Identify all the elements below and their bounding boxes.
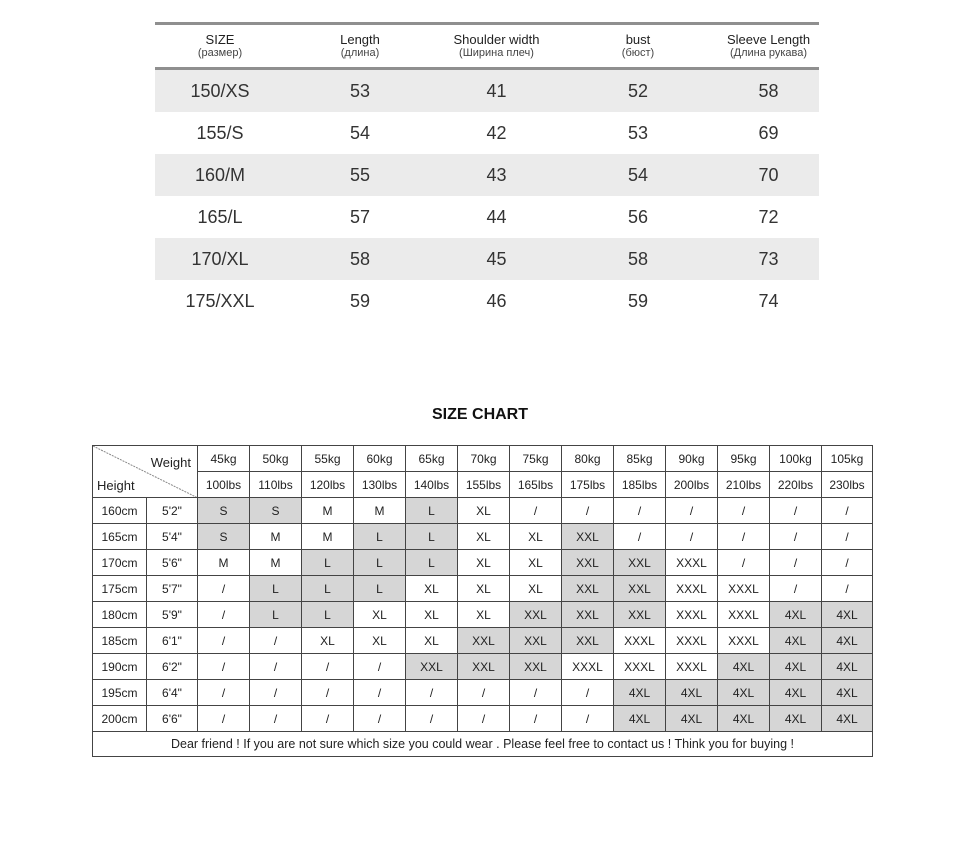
size-cell: 4XL	[770, 628, 822, 654]
size-table-row	[155, 238, 819, 280]
height-row	[93, 524, 873, 550]
height-ft-cell: 5'7"	[147, 576, 198, 602]
size-cell: XL	[458, 602, 510, 628]
size-table-cell-shoulder-width: 46	[486, 290, 507, 311]
size-cell: XL	[458, 498, 510, 524]
size-cell: XXL	[510, 654, 562, 680]
size-cell: 4XL	[822, 706, 873, 732]
size-table-cell-sleeve-length: 74	[758, 290, 779, 311]
size-table-row	[155, 196, 819, 238]
height-row	[93, 706, 873, 732]
size-cell: /	[770, 498, 822, 524]
height-ft-cell: 6'1"	[147, 628, 198, 654]
size-cell: /	[666, 498, 718, 524]
size-cell: XXXL	[666, 602, 718, 628]
weight-kg-cell: 45kg	[198, 446, 250, 472]
size-cell: 4XL	[770, 654, 822, 680]
size-cell: XL	[354, 628, 406, 654]
weight-kg-cell: 60kg	[354, 446, 406, 472]
size-table-header	[155, 25, 819, 70]
size-cell: XXXL	[718, 602, 770, 628]
weight-kg-cell: 70kg	[458, 446, 510, 472]
size-cell: /	[614, 498, 666, 524]
size-cell: 4XL	[770, 680, 822, 706]
header-bust: bust (бюст)	[621, 32, 655, 59]
size-table-cell-sleeve-length: 69	[758, 122, 779, 143]
size-cell: XL	[510, 550, 562, 576]
size-table-row	[155, 154, 819, 196]
height-cm-cell: 200cm	[93, 706, 147, 732]
size-cell: S	[250, 498, 302, 524]
size-cell: /	[198, 628, 250, 654]
size-cell: XL	[406, 576, 458, 602]
size-cell: /	[250, 680, 302, 706]
header-sleeve-length: Sleeve Length (Длина рукава)	[726, 32, 811, 59]
height-row	[93, 602, 873, 628]
height-cm-cell: 185cm	[93, 628, 147, 654]
size-table-cell-length: 55	[349, 164, 371, 185]
size-cell: XXL	[562, 576, 614, 602]
size-cell: /	[354, 680, 406, 706]
size-cell: M	[302, 498, 354, 524]
size-cell: XXL	[614, 602, 666, 628]
size-cell: XXL	[614, 550, 666, 576]
size-cell: XXL	[458, 654, 510, 680]
height-cm-cell: 160cm	[93, 498, 147, 524]
size-cell: XL	[302, 628, 354, 654]
size-cell: XL	[406, 628, 458, 654]
size-cell: XXXL	[666, 628, 718, 654]
size-cell: /	[822, 524, 873, 550]
size-cell: 4XL	[822, 680, 873, 706]
weight-lbs-row	[93, 472, 873, 498]
size-cell: /	[718, 498, 770, 524]
size-cell: XXL	[562, 550, 614, 576]
size-cell: XL	[354, 602, 406, 628]
size-cell: /	[822, 498, 873, 524]
size-cell: L	[406, 498, 458, 524]
size-cell: /	[250, 654, 302, 680]
size-cell: M	[354, 498, 406, 524]
size-cell: /	[770, 524, 822, 550]
size-cell: L	[406, 524, 458, 550]
size-cell: /	[510, 680, 562, 706]
height-ft-cell: 6'4"	[147, 680, 198, 706]
weight-kg-cell: 105kg	[822, 446, 873, 472]
size-cell: 4XL	[718, 706, 770, 732]
size-cell: L	[302, 602, 354, 628]
size-cell: 4XL	[666, 706, 718, 732]
size-cell: /	[354, 654, 406, 680]
height-cm-cell: 170cm	[93, 550, 147, 576]
weight-lbs-cell: 185lbs	[614, 472, 666, 498]
weight-lbs-cell: 120lbs	[302, 472, 354, 498]
size-cell: XXL	[510, 602, 562, 628]
size-cell: XXXL	[666, 550, 718, 576]
size-cell: L	[354, 550, 406, 576]
height-label: Height	[97, 478, 135, 493]
size-cell: XL	[458, 524, 510, 550]
weight-kg-cell: 95kg	[718, 446, 770, 472]
height-ft-cell: 5'2"	[147, 498, 198, 524]
weight-lbs-cell: 210lbs	[718, 472, 770, 498]
size-table-cell-length: 59	[349, 290, 371, 311]
size-cell: S	[198, 498, 250, 524]
size-cell: 4XL	[770, 602, 822, 628]
weight-kg-row	[93, 446, 873, 472]
size-table-cell-length: 53	[349, 80, 371, 101]
size-cell: XXL	[562, 524, 614, 550]
height-cm-cell: 195cm	[93, 680, 147, 706]
height-row	[93, 498, 873, 524]
size-cell: L	[250, 576, 302, 602]
weight-kg-cell: 75kg	[510, 446, 562, 472]
size-cell: /	[614, 524, 666, 550]
size-table-cell-bust: 52	[627, 80, 649, 101]
size-cell: XL	[510, 524, 562, 550]
size-cell: XL	[510, 576, 562, 602]
size-cell: /	[198, 576, 250, 602]
size-cell: XXXL	[614, 654, 666, 680]
size-table-cell-length: 58	[349, 248, 371, 269]
weight-lbs-cell: 200lbs	[666, 472, 718, 498]
size-cell: /	[354, 706, 406, 732]
size-cell: XXXL	[666, 654, 718, 680]
size-cell: XXXL	[718, 628, 770, 654]
size-cell: M	[250, 524, 302, 550]
size-cell: /	[406, 706, 458, 732]
weight-kg-cell: 50kg	[250, 446, 302, 472]
size-cell: M	[250, 550, 302, 576]
size-cell: M	[198, 550, 250, 576]
size-measurement-table	[155, 22, 819, 322]
size-table-row	[155, 112, 819, 154]
size-cell: /	[458, 706, 510, 732]
size-table-cell-sleeve-length: 70	[758, 164, 779, 185]
size-cell: XL	[458, 550, 510, 576]
size-table-cell-length: 57	[349, 206, 371, 227]
size-cell: 4XL	[614, 680, 666, 706]
size-table-cell-bust: 58	[627, 248, 649, 269]
size-cell: L	[302, 550, 354, 576]
size-cell: /	[822, 550, 873, 576]
height-cm-cell: 165cm	[93, 524, 147, 550]
size-table-cell-bust: 54	[627, 164, 649, 185]
size-cell: /	[302, 654, 354, 680]
size-cell: /	[302, 680, 354, 706]
size-table-cell-sleeve-length: 73	[758, 248, 779, 269]
size-cell: XL	[458, 576, 510, 602]
size-cell: L	[406, 550, 458, 576]
weight-kg-cell: 65kg	[406, 446, 458, 472]
size-cell: /	[770, 550, 822, 576]
size-cell: 4XL	[770, 706, 822, 732]
weight-lbs-cell: 220lbs	[770, 472, 822, 498]
weight-lbs-cell: 140lbs	[406, 472, 458, 498]
height-ft-cell: 5'9"	[147, 602, 198, 628]
height-row	[93, 550, 873, 576]
weight-lbs-cell: 100lbs	[198, 472, 250, 498]
size-cell: /	[198, 654, 250, 680]
weight-kg-cell: 80kg	[562, 446, 614, 472]
size-cell: XXL	[614, 576, 666, 602]
height-row	[93, 576, 873, 602]
footer-row	[93, 732, 873, 757]
size-cell: /	[198, 680, 250, 706]
size-table-cell-size: 175/XXL	[185, 290, 255, 311]
height-cm-cell: 175cm	[93, 576, 147, 602]
weight-kg-cell: 100kg	[770, 446, 822, 472]
size-table-row	[155, 70, 819, 112]
height-row	[93, 680, 873, 706]
size-cell: XXL	[562, 628, 614, 654]
size-cell: 4XL	[718, 680, 770, 706]
size-cell: /	[510, 498, 562, 524]
size-cell: XXL	[458, 628, 510, 654]
size-table-row	[155, 280, 819, 322]
size-cell: /	[198, 706, 250, 732]
size-cell: L	[354, 524, 406, 550]
size-cell: 4XL	[718, 654, 770, 680]
height-ft-cell: 6'6"	[147, 706, 198, 732]
header-size: SIZE (размер)	[197, 32, 243, 59]
height-cm-cell: 190cm	[93, 654, 147, 680]
size-cell: L	[302, 576, 354, 602]
weight-kg-cell: 85kg	[614, 446, 666, 472]
size-table-cell-shoulder-width: 41	[486, 80, 507, 101]
size-cell: /	[250, 706, 302, 732]
size-cell: XXXL	[666, 576, 718, 602]
weight-lbs-cell: 165lbs	[510, 472, 562, 498]
size-table-cell-size: 170/XL	[191, 248, 249, 269]
size-cell: M	[302, 524, 354, 550]
size-cell: 4XL	[822, 628, 873, 654]
size-cell: XXXL	[562, 654, 614, 680]
height-row	[93, 654, 873, 680]
size-cell: /	[510, 706, 562, 732]
size-cell: /	[718, 550, 770, 576]
size-cell: /	[666, 524, 718, 550]
size-chart-title: SIZE CHART	[432, 406, 528, 423]
weight-lbs-cell: 175lbs	[562, 472, 614, 498]
size-table-cell-shoulder-width: 42	[486, 122, 507, 143]
size-table-cell-bust: 59	[627, 290, 649, 311]
size-cell: XXL	[510, 628, 562, 654]
height-ft-cell: 5'4"	[147, 524, 198, 550]
size-cell: XXXL	[718, 576, 770, 602]
height-cm-cell: 180cm	[93, 602, 147, 628]
weight-lbs-cell: 110lbs	[250, 472, 302, 498]
size-cell: S	[198, 524, 250, 550]
size-cell: XXL	[406, 654, 458, 680]
size-chart-grid	[92, 445, 873, 757]
size-table-cell-sleeve-length: 72	[758, 206, 779, 227]
size-cell: /	[562, 680, 614, 706]
size-cell: /	[822, 576, 873, 602]
header-length: Length (длина)	[340, 32, 380, 59]
height-row	[93, 628, 873, 654]
size-cell: /	[562, 498, 614, 524]
size-cell: XXL	[562, 602, 614, 628]
size-cell: /	[198, 602, 250, 628]
size-table-cell-size: 160/M	[194, 164, 246, 185]
header-shoulder-width: Shoulder width (Ширина плеч)	[453, 32, 540, 59]
size-table-cell-bust: 56	[627, 206, 649, 227]
size-cell: /	[458, 680, 510, 706]
size-cell: /	[302, 706, 354, 732]
size-table-cell-length: 54	[349, 122, 371, 143]
weight-lbs-cell: 155lbs	[458, 472, 510, 498]
weight-kg-cell: 55kg	[302, 446, 354, 472]
size-cell: L	[250, 602, 302, 628]
weight-kg-cell: 90kg	[666, 446, 718, 472]
footer-note: Dear friend ! If you are not sure which size you could wear . Please feel free to contact us ! Think you for buying !	[93, 732, 873, 757]
size-table-cell-size: 165/L	[197, 206, 243, 227]
height-ft-cell: 5'6"	[147, 550, 198, 576]
size-table-cell-size: 150/XS	[190, 80, 250, 101]
size-cell: 4XL	[666, 680, 718, 706]
size-table-cell-bust: 53	[627, 122, 649, 143]
size-cell: /	[250, 628, 302, 654]
size-cell: 4XL	[822, 602, 873, 628]
size-table-cell-shoulder-width: 43	[486, 164, 507, 185]
size-cell: L	[354, 576, 406, 602]
size-cell: XL	[406, 602, 458, 628]
size-cell: /	[406, 680, 458, 706]
weight-height-corner	[93, 446, 198, 498]
size-cell: /	[718, 524, 770, 550]
height-ft-cell: 6'2"	[147, 654, 198, 680]
size-table-cell-sleeve-length: 58	[758, 80, 779, 101]
size-table-cell-shoulder-width: 45	[486, 248, 507, 269]
weight-label: Weight	[150, 455, 191, 470]
weight-lbs-cell: 230lbs	[822, 472, 873, 498]
size-cell: /	[562, 706, 614, 732]
size-cell: 4XL	[614, 706, 666, 732]
size-table-cell-size: 155/S	[196, 122, 244, 143]
size-cell: XXXL	[614, 628, 666, 654]
size-cell: /	[770, 576, 822, 602]
weight-lbs-cell: 130lbs	[354, 472, 406, 498]
size-cell: 4XL	[822, 654, 873, 680]
size-table-cell-shoulder-width: 44	[486, 206, 507, 227]
